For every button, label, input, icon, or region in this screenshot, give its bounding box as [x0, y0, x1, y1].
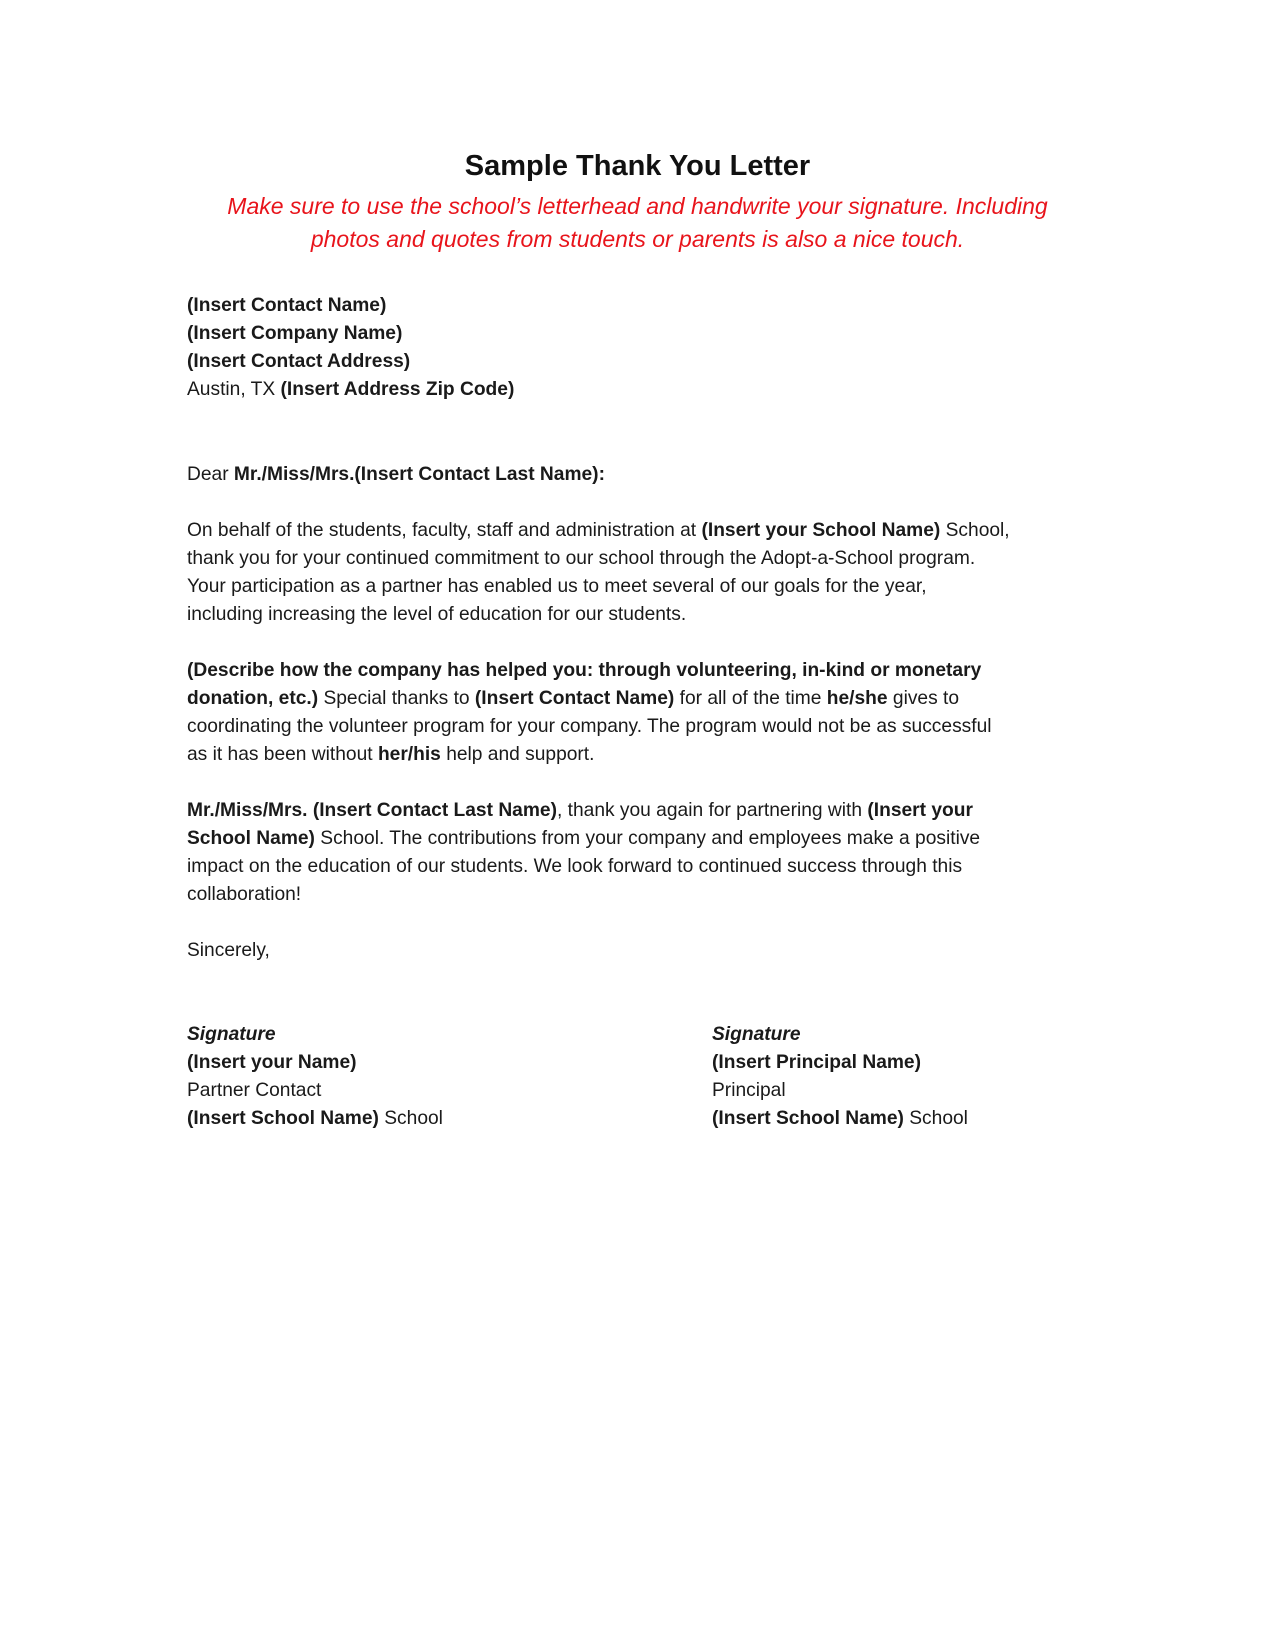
para1-line-3: Your participation as a partner has enabled us to meet several of our goals for the year,	[187, 576, 927, 597]
instruction-note-line-1: Make sure to use the school’s letterhead and handwrite your signature. Including	[227, 193, 1048, 219]
salutation	[187, 461, 1087, 489]
para3-text-2b: School. The contributions from your company and employees make a positive	[314, 828, 981, 849]
salutation-name: Mr./Miss/Mrs.(Insert Contact Last Name):	[233, 464, 605, 485]
para2-text-b: Special thanks to	[318, 688, 475, 709]
para3-line-4: collaboration!	[187, 884, 302, 905]
closing: Sincerely,	[187, 940, 270, 961]
para1-text-a: On behalf of the students, faculty, staff and administration at	[187, 520, 702, 541]
para2-line-3: coordinating the volunteer program for your company. The program would not be as successful	[187, 716, 992, 737]
para1-line-2: thank you for your continued commitment to our school through the Adopt-a-School program.	[187, 548, 976, 569]
pronoun-placeholder: he/she	[826, 688, 888, 709]
contact-name-placeholder: (Insert Contact Name)	[187, 295, 387, 316]
para2-text-4c: help and support.	[440, 744, 595, 765]
recipient-address	[187, 292, 1087, 404]
para2-text-d: for all of the time	[674, 688, 827, 709]
school-name-placeholder-2: (Insert your	[867, 800, 973, 821]
principal-role: Principal	[712, 1080, 786, 1101]
para1-text-c: School,	[940, 520, 1010, 541]
contact-name-placeholder-2: (Insert Contact Name)	[474, 688, 675, 709]
principal-school-placeholder: (Insert School Name)	[712, 1108, 904, 1129]
city-state: Austin, TX	[187, 379, 281, 400]
company-name-placeholder: (Insert Company Name)	[187, 323, 403, 344]
para1-line-4: including increasing the level of education for our students.	[187, 604, 687, 625]
partner-school-placeholder: (Insert School Name)	[187, 1108, 379, 1129]
instruction-note-line-2: photos and quotes from students or parents is also a nice touch.	[310, 226, 965, 252]
partner-name-placeholder: (Insert your Name)	[187, 1052, 357, 1073]
instruction-note	[150, 190, 1125, 256]
paragraph-1	[187, 517, 1087, 629]
principal-name-placeholder: (Insert Principal Name)	[712, 1052, 921, 1073]
signature-block-partner	[187, 1021, 607, 1133]
para2-text-4a: as it has been without	[187, 744, 378, 765]
para3-line-3: impact on the education of our students. We look forward to continued success through this	[187, 856, 963, 877]
pronoun-placeholder-2: her/his	[377, 744, 441, 765]
describe-help-placeholder: (Describe how the company has helped you: through volunteering, in-kind or monetary	[187, 660, 982, 681]
paragraph-2	[187, 657, 1087, 769]
page-title: Sample Thank You Letter	[464, 150, 811, 182]
school-name-placeholder-2-end: School Name)	[187, 828, 315, 849]
contact-last-name-placeholder: Mr./Miss/Mrs. (Insert Contact Last Name)	[187, 800, 557, 821]
describe-help-placeholder-end: donation, etc.)	[187, 688, 319, 709]
zip-placeholder: (Insert Address Zip Code)	[280, 379, 515, 400]
contact-address-placeholder: (Insert Contact Address)	[187, 351, 411, 372]
school-name-placeholder: (Insert your School Name)	[701, 520, 941, 541]
para3-text-b: , thank you again for partnering with	[556, 800, 868, 821]
partner-role: Partner Contact	[187, 1080, 322, 1101]
signature-label: Signature	[712, 1024, 801, 1045]
partner-school-suffix: School	[378, 1108, 443, 1129]
principal-school-suffix: School	[903, 1108, 968, 1129]
signature-block-principal	[712, 1021, 1132, 1133]
signature-label: Signature	[187, 1024, 276, 1045]
paragraph-3	[187, 797, 1087, 909]
salutation-dear: Dear	[187, 464, 234, 485]
para2-text-f: gives to	[887, 688, 960, 709]
